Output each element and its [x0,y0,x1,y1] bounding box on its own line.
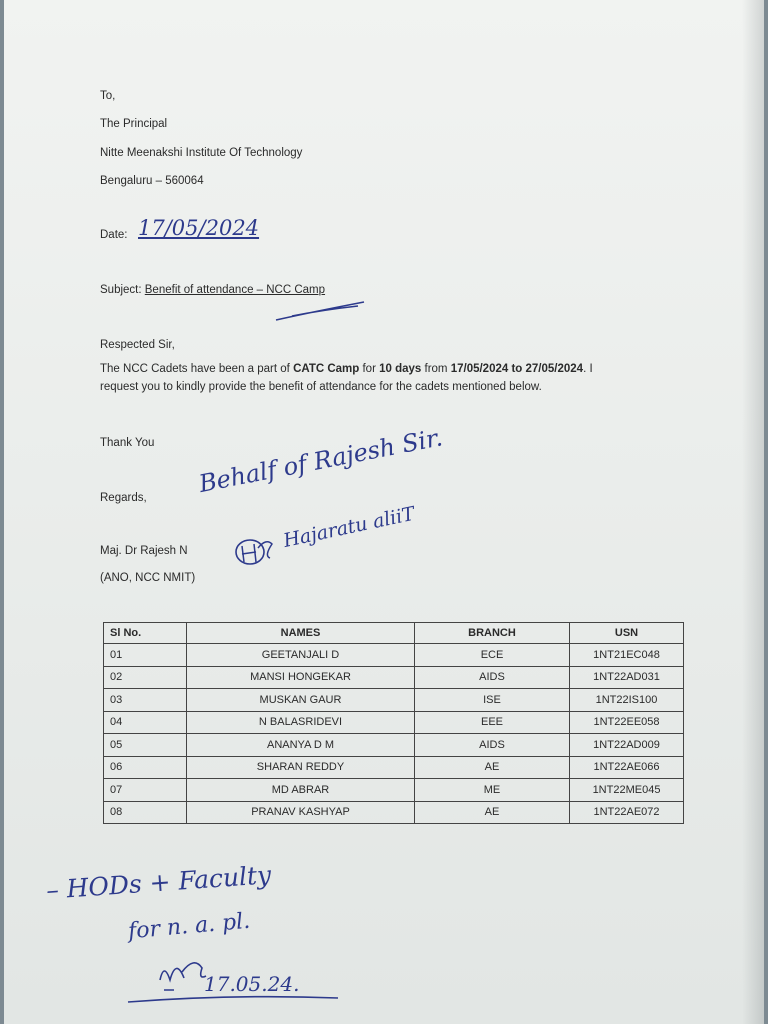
addressee-title: The Principal [100,118,168,130]
cell-slno: 06 [104,756,187,779]
initials-signature [230,528,280,572]
cell-branch: AIDS [415,666,570,689]
subject-label: Subject: [100,284,142,296]
cell-slno: 01 [104,644,187,667]
date-label: Date: [100,229,128,241]
cell-usn: 1NT22AD031 [570,666,684,689]
cell-usn: 1NT22AE072 [570,801,684,824]
cell-branch: AE [415,801,570,824]
cell-slno: 08 [104,801,187,824]
cell-slno: 04 [104,711,187,734]
cell-name: MD ABRAR [187,779,415,802]
cell-slno: 05 [104,734,187,757]
table-header-row [104,623,684,644]
cell-name: MANSI HONGEKAR [187,666,415,689]
page-shadow [742,0,764,1024]
handwritten-date: 17/05/2024 [138,216,260,240]
cell-name: ANANYA D M [187,734,415,757]
cell-branch: ME [415,779,570,802]
cell-slno: 02 [104,666,187,689]
table-row [104,711,684,734]
cell-usn: 1NT22IS100 [570,689,684,712]
cell-usn: 1NT21EC048 [570,644,684,667]
body-line-2: request you to kindly provide the benefit of attendance for the cadets mentioned below. [100,381,542,393]
table-row [104,779,684,802]
table-row [104,801,684,824]
handwritten-name-hajaratu: Hajaratu aliiT [281,502,417,552]
cell-name: N BALASRIDEVI [187,711,415,734]
table-row [104,666,684,689]
body-camp: CATC Camp [293,363,360,375]
letter-page [4,0,764,1024]
cell-branch: ISE [415,689,570,712]
cell-slno: 03 [104,689,187,712]
cell-usn: 1NT22AD009 [570,734,684,757]
subject-text: Benefit of attendance – NCC Camp [144,284,326,296]
body-line-1 [100,363,593,375]
column-header-slno: Sl No. [104,623,187,644]
column-header-usn: USN [570,623,684,644]
cell-name: GEETANJALI D [187,644,415,667]
subject-line [100,284,325,296]
cell-branch: EEE [415,711,570,734]
addressee-city: Bengaluru – 560064 [100,175,204,187]
cell-name: MUSKAN GAUR [187,689,415,712]
table-row [104,734,684,757]
addressee-to: To, [100,90,116,102]
handwritten-note-action: for n. a. pl. [127,908,252,945]
approval-underline-stroke [124,992,344,1006]
body-range: 17/05/2024 to 27/05/2024 [450,363,584,375]
cell-name: PRANAV KASHYAP [187,801,415,824]
body-part-2: for [359,363,380,375]
subject-underline-stroke [272,296,372,326]
cell-usn: 1NT22ME045 [570,779,684,802]
cell-slno: 07 [104,779,187,802]
cell-name: SHARAN REDDY [187,756,415,779]
cell-usn: 1NT22EE058 [570,711,684,734]
body-part-3: from [421,363,451,375]
addressee-institution: Nitte Meenakshi Institute Of Technology [100,147,303,159]
cell-usn: 1NT22AE066 [570,756,684,779]
handwritten-note-behalf: Behalf of Rajesh Sir. [196,423,445,498]
signatory-role: (ANO, NCC NMIT) [100,572,196,584]
cell-branch: ECE [415,644,570,667]
signatory-name: Maj. Dr Rajesh N [100,545,188,557]
body-part-1: The NCC Cadets have been a part of [100,363,294,375]
table-row [104,689,684,712]
salutation: Respected Sir, [100,339,175,351]
cell-branch: AIDS [415,734,570,757]
body-days: 10 days [379,363,422,375]
regards: Regards, [100,492,147,504]
table-row [104,644,684,667]
thank-you: Thank You [100,437,155,449]
body-part-4: . I [583,363,593,375]
column-header-branch: BRANCH [415,623,570,644]
column-header-names: NAMES [187,623,415,644]
table-row [104,756,684,779]
cadets-table [103,622,684,824]
cell-branch: AE [415,756,570,779]
handwritten-note-hods: – HODs + Faculty [45,860,273,905]
handwritten-approval-date: 17.05.24. [204,972,300,996]
